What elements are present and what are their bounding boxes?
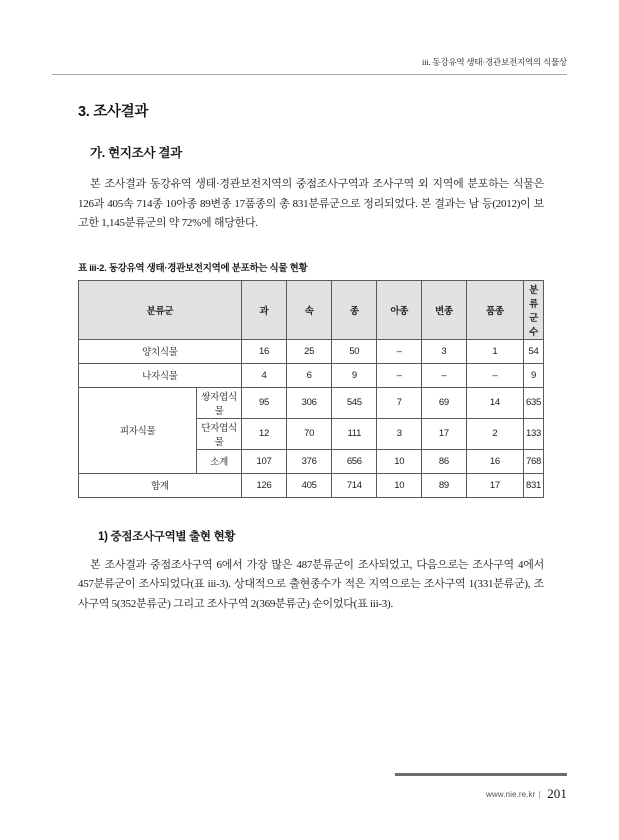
- table-cell: 107: [241, 449, 286, 473]
- plant-status-table: [78, 280, 544, 498]
- table-cell: 10: [377, 449, 422, 473]
- table-cell: 54: [524, 339, 544, 363]
- table-cell: 306: [287, 387, 332, 418]
- table-cell: 17: [466, 473, 523, 497]
- table-row: [79, 339, 544, 363]
- table-cell: 656: [332, 449, 377, 473]
- table-header-row: [79, 280, 544, 339]
- table-cell: 12: [241, 418, 286, 449]
- table-header-cell: 속: [287, 280, 332, 339]
- table-cell: 126: [241, 473, 286, 497]
- table-cell: 95: [241, 387, 286, 418]
- table-row: [79, 363, 544, 387]
- running-header: [422, 56, 567, 68]
- table-row-total: [79, 473, 544, 497]
- footer-divider: [395, 773, 567, 776]
- table-cell: 3: [377, 418, 422, 449]
- table-cell: 6: [287, 363, 332, 387]
- table-header-cell: 분류군수: [524, 280, 544, 339]
- table-cell: –: [377, 339, 422, 363]
- footer-separator: |: [538, 790, 541, 799]
- header-divider: [52, 74, 567, 75]
- table-cell: 25: [287, 339, 332, 363]
- page-content: [52, 100, 567, 618]
- table-cell: 69: [422, 387, 467, 418]
- table-cell: 111: [332, 418, 377, 449]
- table-cell: 16: [466, 449, 523, 473]
- table-cell: 376: [287, 449, 332, 473]
- table-header: [79, 280, 544, 339]
- table-header-cell: 변종: [422, 280, 467, 339]
- table-cell: 635: [524, 387, 544, 418]
- table-cell: 133: [524, 418, 544, 449]
- subsubsection-title: 1) 중점조사구역별 출현 현황: [98, 530, 236, 543]
- table-cell: 17: [422, 418, 467, 449]
- table-caption: 표 iii-2. 동강유역 생태·경관보전지역에 분포하는 식물 현황: [78, 262, 308, 274]
- row-label: 합계: [79, 473, 242, 497]
- table-cell: 2: [466, 418, 523, 449]
- table-cell: 831: [524, 473, 544, 497]
- table-header-cell: 분류군: [79, 280, 242, 339]
- table-cell: –: [466, 363, 523, 387]
- table-cell: 545: [332, 387, 377, 418]
- paragraph-survey-result: 본 조사결과 동강유역 생태·경관보전지역의 중점조사구역과 조사구역 외 지역에 분포하는 식물은 126과 405속 714종 10아종 89변종 17품종의 총 831분류군으로 정리되었다. 본 결과는 남 등(2012)이 보고한 1,145분류군의 약 72%에 해당한다.: [78, 178, 544, 230]
- vertical-spacer: [52, 498, 567, 528]
- table-cell: 16: [241, 339, 286, 363]
- row-sub-label: 쌍자엽식물: [197, 387, 242, 418]
- table-cell: 9: [524, 363, 544, 387]
- running-header-text: iii. 동강유역 생태·경관보전지역의 식물상: [422, 57, 567, 67]
- subsection-title: 가. 현지조사 결과: [90, 146, 182, 160]
- footer-site-url: www.nie.re.kr: [486, 790, 536, 799]
- table-cell: 768: [524, 449, 544, 473]
- section-title: 3. 조사결과: [78, 104, 149, 120]
- table-row: [79, 387, 544, 418]
- table-cell: 10: [377, 473, 422, 497]
- table-cell: 405: [287, 473, 332, 497]
- table-cell: –: [422, 363, 467, 387]
- table-cell: –: [377, 363, 422, 387]
- table-cell: 3: [422, 339, 467, 363]
- table-body: [79, 339, 544, 497]
- table-cell: 4: [241, 363, 286, 387]
- row-group-label: 피자식물: [79, 387, 197, 473]
- table-header-cell: 품종: [466, 280, 523, 339]
- table-cell: 70: [287, 418, 332, 449]
- row-label: 양치식물: [79, 339, 242, 363]
- page-number: 201: [547, 786, 567, 801]
- table-cell: 86: [422, 449, 467, 473]
- table-cell: 89: [422, 473, 467, 497]
- table-cell: 50: [332, 339, 377, 363]
- table-header-cell: 아종: [377, 280, 422, 339]
- row-label: 나자식물: [79, 363, 242, 387]
- table-header-cell: 과: [241, 280, 286, 339]
- row-sub-label: 소계: [197, 449, 242, 473]
- table-cell: 7: [377, 387, 422, 418]
- table-header-cell: 종: [332, 280, 377, 339]
- table-cell: 14: [466, 387, 523, 418]
- table-cell: 9: [332, 363, 377, 387]
- row-sub-label: 단자엽식물: [197, 418, 242, 449]
- table-cell: 1: [466, 339, 523, 363]
- table-cell: 714: [332, 473, 377, 497]
- paragraph-zone-occurrence: 본 조사결과 중점조사구역 6에서 가장 많은 487분류군이 조사되었고, 다음으로는 조사구역 4에서 457분류군이 조사되었다(표 iii-3). 상대적으로 출현종수가 적은 지역으로는 조사구역 1(331분류군), 조사구역 5(352분류군) 그리고 조사구역 2(369분류군) 순이었다(표 iii-3).: [78, 558, 544, 610]
- page-footer: [486, 786, 567, 802]
